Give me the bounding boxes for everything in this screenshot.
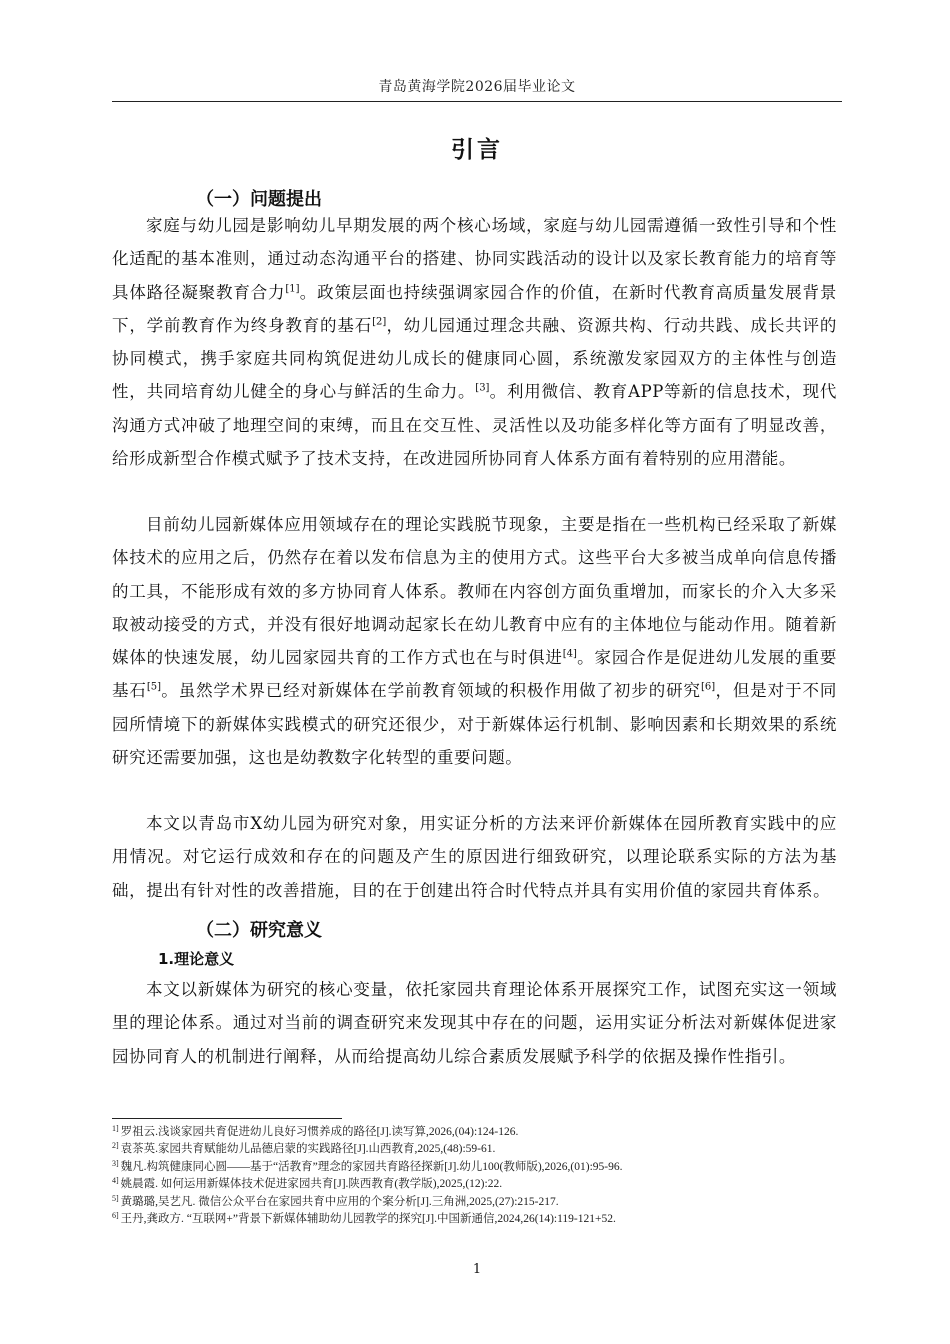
footnote-rule xyxy=(112,1118,342,1119)
footnote-item: $^{2]}$ 袁茶英.家园共育赋能幼儿品德启蒙的实践路径[J].山西教育,2025,(48):59-61. xyxy=(112,1141,496,1156)
section-heading-problem: （一）问题提出 xyxy=(196,189,322,210)
chapter-title: 引言 xyxy=(451,137,503,163)
footnote-item: $^{3]}$ 魏凡.构筑健康同心圆——基于“活教育”理念的家园共育路径探新[J].幼儿100(教师版),2026,(01):95-96. xyxy=(112,1158,623,1173)
citation-marker: [6] xyxy=(700,681,716,693)
paragraph-text: 家庭与幼儿园是影响幼儿早期发展的两个核心场域，家庭与幼儿园需遵循一致性引导和个性化适配的基本准则，通过动态沟通平台的搭建、协同实践活动的设计以及家长教育能力的培育等具体路径凝聚教育合力 xyxy=(112,216,837,302)
paragraph-text: ，幼儿园通过理念共融、资源共构、行动共践、成长共评的协同模式，携手家庭共同构筑促进幼儿成长的健康同心圆，系统激发家园双方的主体性与创造性，共同培育幼儿健全的身心与鲜活的生命力。 xyxy=(112,315,837,402)
footnote-item: $^{1]}$ 罗祖云.浅谈家园共育促进幼儿良好习惯养成的路径[J].读写算,2026,(04):124-126. xyxy=(112,1124,519,1138)
citation-marker: [2] xyxy=(372,316,387,328)
citation-marker: [3] xyxy=(475,382,490,394)
paragraph-text: 。虽然学术界已经对新媒体在学前教育领域的积极作用做了初步的研究 xyxy=(161,681,701,701)
paragraph-text: 。家园合作是促进幼儿发展的重要基石 xyxy=(112,648,837,701)
running-header: 青岛黄海学院2026届毕业论文 xyxy=(378,79,576,95)
citation-marker: [4] xyxy=(562,648,577,660)
page-number: 1 xyxy=(472,1262,482,1277)
footnote-item: $^{4]}$ 姚晨霞. 如何运用新媒体技术促进家园共育[J].陕西教育(教学版),2025,(12):22. xyxy=(112,1176,503,1191)
paragraph-text: ，但是对于不同园所情境下的新媒体实践模式的研究还很少，对于新媒体运行机制、影响因素和长期效果的系统研究还需要加强，这也是幼教数字化转型的重要问题。 xyxy=(112,681,837,768)
paragraph-1 xyxy=(112,209,837,475)
citation-marker: [5] xyxy=(146,681,161,693)
paragraph-text: 。利用微信、教育APP等新的信息技术，现代沟通方式冲破了地理空间的束缚，而且在交互性、灵活性以及功能多样化等方面有了明显改善，给形成新型合作模式赋予了技术支持，在改进园所协同育人体系方面有着特别的应用潜能。 xyxy=(112,382,837,469)
footnote-item: $^{5]}$ 黄璐璐,吴艺凡. 微信公众平台在家园共育中应用的个案分析[J].三角洲,2025,(27):215-217. xyxy=(112,1193,559,1208)
paragraph-3: 本文以青岛市X幼儿园为研究对象，用实证分析的方法来评价新媒体在园所教育实践中的应用情况。对它运行成效和存在的问题及产生的原因进行细致研究，以理论联系实际的方法为基础，提出有针对性的改善措施，目的在于创建出符合时代特点并具有实用价值的家园共育体系。 xyxy=(112,814,837,900)
subheading-theoretical: 1.理论意义 xyxy=(158,950,235,968)
citation-marker: [1] xyxy=(285,283,300,295)
paragraph-2 xyxy=(112,508,837,774)
footnote-list xyxy=(112,1124,852,1228)
paragraph-text: 。政策层面也持续强调家园合作的价值，在新时代教育高质量发展背景下，学前教育作为终身教育的基石 xyxy=(112,282,837,335)
paragraph-text: 目前幼儿园新媒体应用领域存在的理论实践脱节现象，主要是指在一些机构已经采取了新媒体技术的应用之后，仍然存在着以发布信息为主的使用方式。这些平台大多被当成单向信息传播的工具，不能形成有效的多方协同育人体系。教师在内容创方面负重增加，而家长的介入大多采取被动接受的方式，并没有很好地调动起家长在幼儿教育中应有的主体地位与能动作用。随着新媒体的快速发展，幼儿园家园共育的工作方式也在与时俱进 xyxy=(112,515,837,668)
header-rule xyxy=(112,101,842,102)
footnote-item: $^{6]}$ 王丹,龚政方. “互联网+”背景下新媒体辅助幼儿园教学的探究[J].中国新通信,2024,26(14):119-121+52. xyxy=(112,1211,616,1226)
section-heading-significance: （二）研究意义 xyxy=(196,920,322,941)
paragraph-4: 本文以新媒体为研究的核心变量，依托家园共育理论体系开展探究工作，试图充实这一领域里的理论体系。通过对当前的调查研究来发现其中存在的问题，运用实证分析法对新媒体促进家园协同育人的机制进行阐释，从而给提高幼儿综合素质发展赋予科学的依据及操作性指引。 xyxy=(112,980,837,1066)
